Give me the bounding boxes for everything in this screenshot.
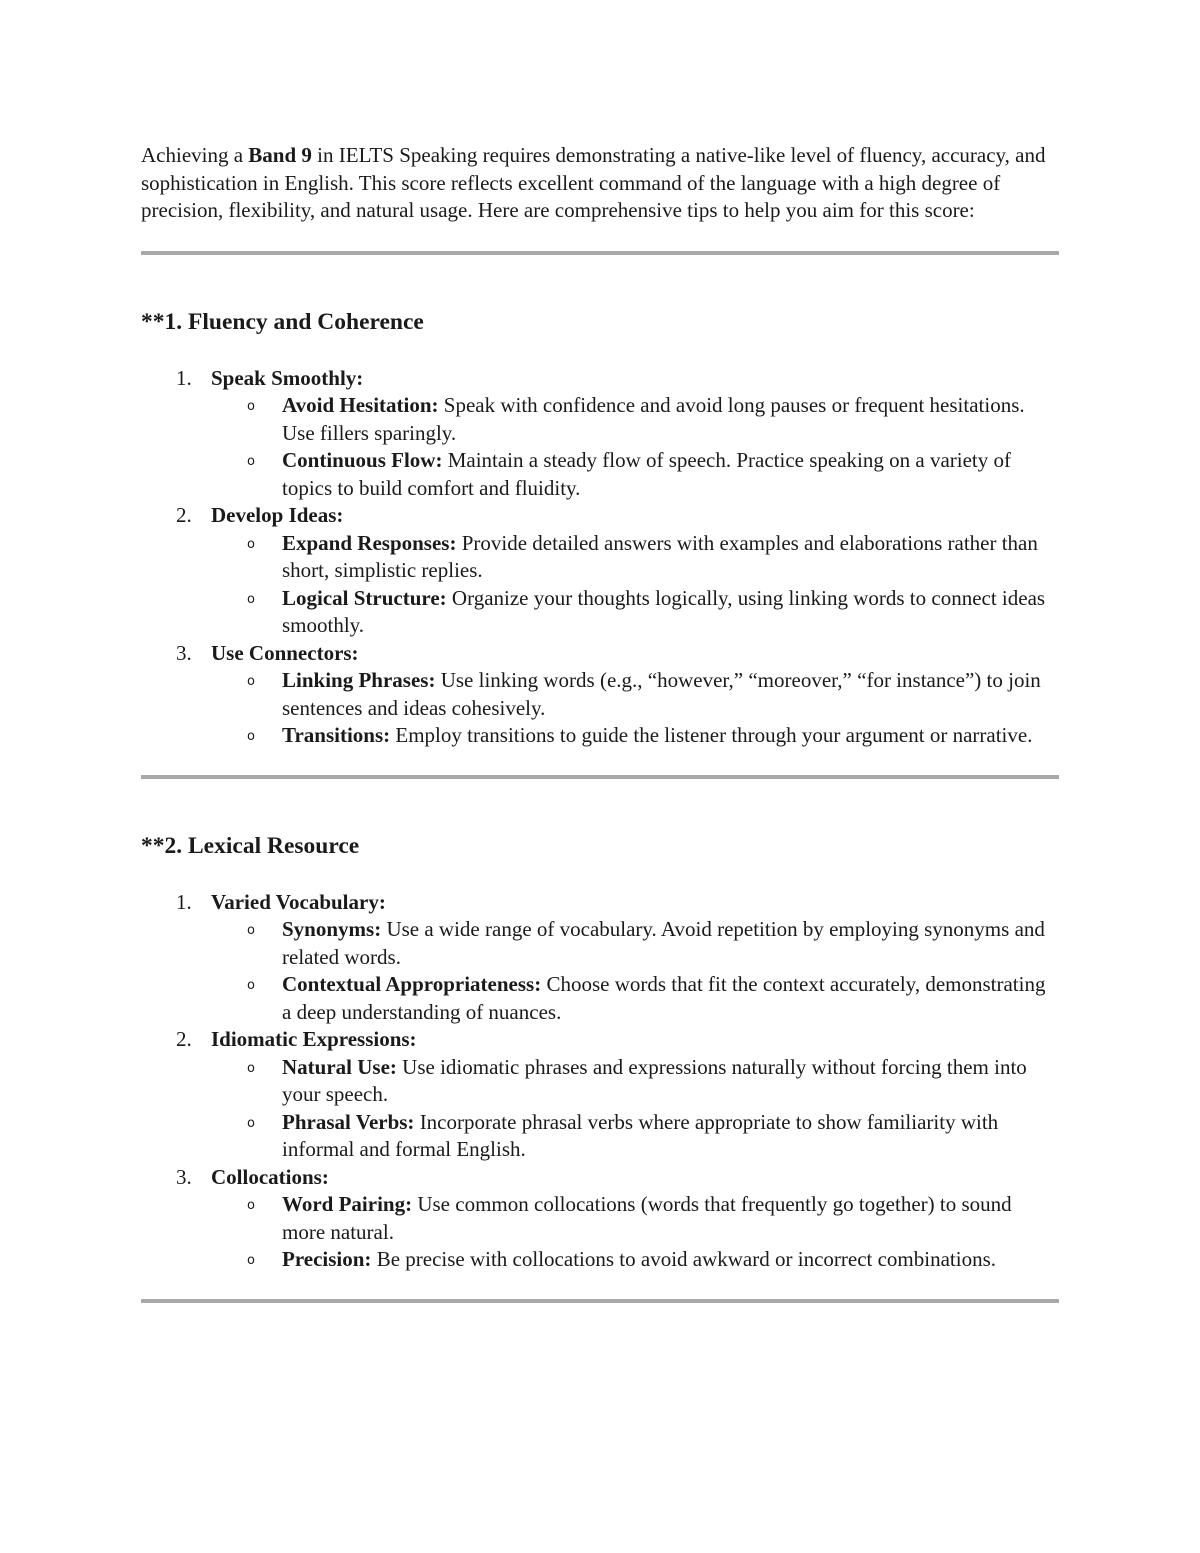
list-item [141,1026,1059,1164]
sub-item [211,585,1059,640]
item-number: 1. [176,365,192,390]
sub-item-text: Choose words that fit the context accurately, demonstrating a deep understanding of nuances. [282,972,1046,1024]
bullet-icon: o [247,454,255,469]
item-heading: Collocations: [211,1164,329,1189]
sub-item [211,392,1059,447]
sub-item-label: Word Pairing: [282,1192,413,1216]
section-title-fluency: **1. Fluency and Coherence [141,308,424,335]
sub-item-label: Avoid Hesitation: [282,393,439,417]
sub-list [211,1191,1059,1274]
sub-item-text: Use common collocations (words that frequently go together) to sound more natural. [282,1192,1012,1244]
sub-item [211,530,1059,585]
item-number: 2. [176,503,192,527]
bullet-icon: o [247,674,255,689]
bullet-icon: o [247,923,255,938]
sub-item-label: Synonyms: [282,917,382,941]
sub-item-text: Use a wide range of vocabulary. Avoid repetition by employing synonyms and related words. [282,917,1045,969]
sub-item [211,1191,1059,1246]
bullet-icon: o [247,399,255,414]
sub-item-label: Natural Use: [282,1054,397,1079]
sub-list [211,392,1059,502]
document-page [141,142,1059,1303]
intro-paragraph [141,142,1059,225]
section-lexical-list [141,889,1059,1274]
sub-item [211,722,1059,750]
bullet-icon: o [247,591,255,607]
item-heading: Speak Smoothly: [211,365,364,390]
bullet-icon: o [247,1060,255,1076]
sub-item-label: Logical Structure: [282,585,447,610]
sub-item-label: Precision: [282,1247,372,1271]
bullet-icon: o [247,1253,255,1268]
sub-item [211,971,1059,1026]
list-item [141,1164,1059,1274]
sub-list [211,1054,1059,1164]
sub-list [211,530,1059,640]
item-number: 3. [176,1164,192,1189]
sub-list [211,916,1059,1026]
sub-item-text: Organize your thoughts logically, using linking words to connect ideas smoothly. [282,585,1046,637]
sub-item-text: Provide detailed answers with examples and elaborations rather than short, simplistic replies. [282,530,1038,582]
sub-item-label: Contextual Appropriateness: [282,972,542,996]
list-item [141,502,1059,640]
intro-text-rest: in IELTS Speaking requires demonstrating a native-like level of fluency, accuracy, and sophistication in English. This score reflects excellent command of the language with a high degree of precision, flexibility, and natural usage. Here are comprehensive tips to help you aim for this score: [141,143,1046,222]
item-heading: Varied Vocabulary: [211,889,386,914]
sub-item [211,1054,1059,1109]
list-item [141,889,1059,1027]
bullet-icon: o [247,1198,255,1213]
sub-item-text: Incorporate phrasal verbs where appropriate to show familiarity with informal and formal English. [282,1109,999,1161]
section-title-lexical: **2. Lexical Resource [141,832,360,859]
sub-item-label: Transitions: [282,723,391,747]
sub-item-text: Maintain a steady flow of speech. Practice speaking on a variety of topics to build comfort and fluidity. [282,448,1012,500]
bullet-icon: o [247,536,255,552]
intro-band-highlight: Band 9 [248,143,312,167]
item-heading: Idiomatic Expressions: [211,1027,417,1051]
bullet-icon: o [247,978,255,993]
sub-item-text: Speak with confidence and avoid long pauses or frequent hesitations. Use fillers sparingly. [282,393,1025,445]
sub-item-label: Linking Phrases: [282,668,436,692]
bullet-icon: o [247,1115,255,1131]
horizontal-rule [141,775,1059,779]
section-fluency-list [141,365,1059,750]
sub-list [211,667,1059,750]
intro-text-start: Achieving a [141,143,249,167]
sub-item [211,1246,1059,1274]
sub-item-text: Use linking words (e.g., “however,” “moreover,” “for instance”) to join sentences and ideas cohesively. [282,668,1041,720]
sub-item-label: Continuous Flow: [282,448,443,472]
item-number: 2. [176,1027,192,1051]
horizontal-rule [141,251,1059,255]
sub-item [211,916,1059,971]
sub-item-label: Phrasal Verbs: [282,1109,415,1134]
list-item [141,640,1059,750]
sub-item-text: Be precise with collocations to avoid awkward or incorrect combinations. [371,1247,997,1271]
item-heading: Develop Ideas: [211,503,344,527]
sub-item-text: Use idiomatic phrases and expressions naturally without forcing them into your speech. [282,1054,1027,1106]
item-number: 3. [176,640,192,665]
sub-item [211,447,1059,502]
item-number: 1. [176,889,192,914]
sub-item [211,667,1059,722]
sub-item-text: Employ transitions to guide the listener through your argument or narrative. [390,723,1033,747]
item-heading: Use Connectors: [211,640,359,665]
bullet-icon: o [247,729,255,744]
horizontal-rule [141,1299,1059,1303]
list-item [141,365,1059,503]
sub-item [211,1109,1059,1164]
sub-item-label: Expand Responses: [282,530,457,555]
